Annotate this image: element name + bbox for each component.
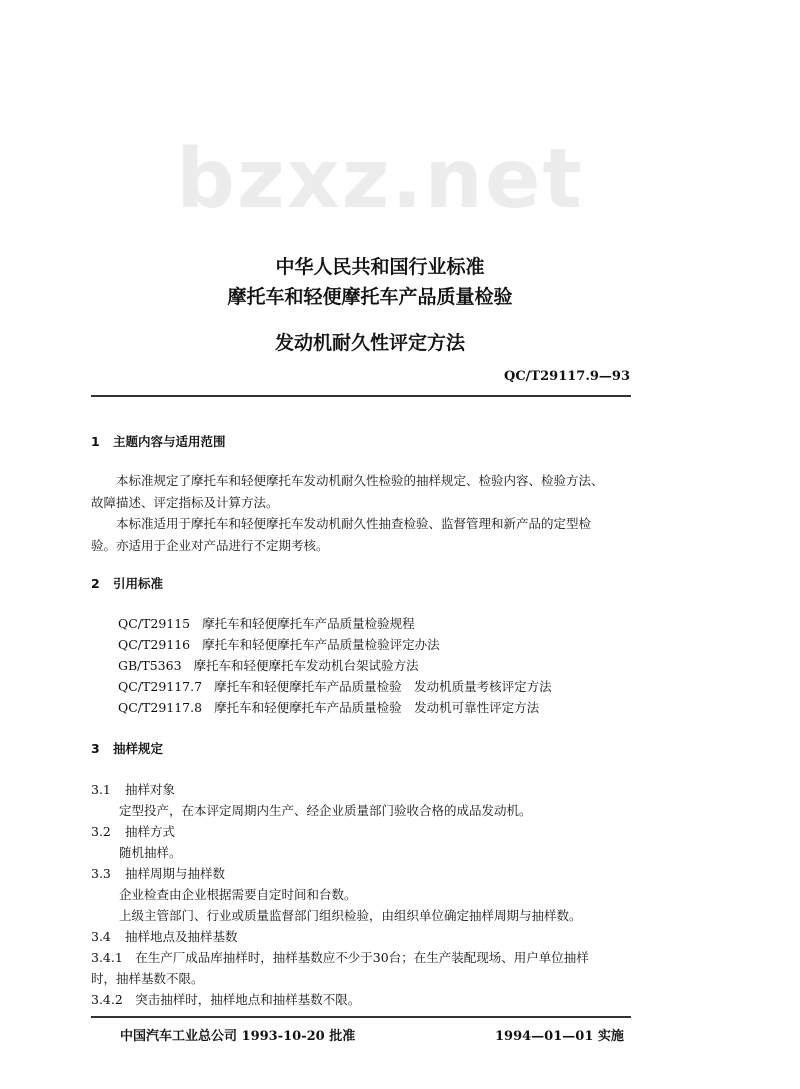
header-divider xyxy=(91,395,631,397)
section-number: 1 xyxy=(91,434,100,449)
watermark: bzxz.net xyxy=(176,132,584,227)
section-title: 抽样规定 xyxy=(113,741,164,756)
document-title: 发动机耐久性评定方法 xyxy=(274,332,465,354)
reference-name: 摩托车和轻便摩托车产品质量检验 发动机可靠性评定方法 xyxy=(214,700,540,715)
document-series-title: 摩托车和轻便摩托车产品质量检验 xyxy=(227,286,513,308)
subsection-number: 3.1 xyxy=(91,782,111,797)
section-title: 主题内容与适用范围 xyxy=(113,434,226,449)
clause-3-4-1: 3.4.1 在生产厂成品库抽样时，抽样基数应不少于30台；在生产装配现场、用户单位抽样 xyxy=(91,950,589,965)
subsection-3-1 xyxy=(91,780,175,798)
reference-item xyxy=(118,698,539,716)
approval-note: 中国汽车工业总公司 1993-10-20 批准 xyxy=(120,1029,356,1044)
subsection-3-4 xyxy=(91,927,238,945)
clause-3-4-2: 3.4.2 突击抽样时，抽样地点和抽样基数不限。 xyxy=(91,992,361,1007)
reference-code: QC/T29115 xyxy=(118,616,191,631)
reference-item xyxy=(118,677,552,695)
subsection-title: 抽样周期与抽样数 xyxy=(125,866,226,881)
reference-name: 摩托车和轻便摩托车产品质量检验评定办法 xyxy=(202,637,440,652)
reference-code: QC/T29117.7 xyxy=(118,679,203,694)
section-3-heading xyxy=(91,739,163,757)
reference-name: 摩托车和轻便摩托车发动机台架试验方法 xyxy=(193,658,419,673)
section-number: 2 xyxy=(91,576,100,591)
subsection-number: 3.4 xyxy=(91,929,111,944)
subsection-3-2 xyxy=(91,822,175,840)
paragraph: 验。亦适用于企业对产品进行不定期考核。 xyxy=(91,538,329,553)
reference-name: 摩托车和轻便摩托车产品质量检验 发动机质量考核评定方法 xyxy=(214,679,552,694)
reference-code: QC/T29117.8 xyxy=(118,700,203,715)
reference-code: GB/T5363 xyxy=(118,658,182,673)
section-1-heading xyxy=(91,432,226,450)
subsection-number: 3.2 xyxy=(91,824,111,839)
subsection-text: 随机抽样。 xyxy=(119,845,182,860)
subsection-text: 定型投产，在本评定周期内生产、经企业质量部门验收合格的成品发动机。 xyxy=(119,803,532,818)
section-title: 引用标准 xyxy=(113,576,164,591)
standard-number: QC/T29117.9—93 xyxy=(504,369,630,384)
reference-item xyxy=(118,656,419,674)
subsection-title: 抽样方式 xyxy=(125,824,176,839)
section-number: 3 xyxy=(91,741,100,756)
subsection-title: 抽样地点及抽样基数 xyxy=(125,929,238,944)
reference-name: 摩托车和轻便摩托车产品质量检验规程 xyxy=(202,616,415,631)
reference-code: QC/T29116 xyxy=(118,637,191,652)
reference-item xyxy=(118,635,440,653)
subsection-number: 3.3 xyxy=(91,866,111,881)
clause-3-4-1-continued: 时，抽样基数不限。 xyxy=(91,971,204,986)
section-2-heading xyxy=(91,574,163,592)
paragraph: 本标准适用于摩托车和轻便摩托车发动机耐久性抽查检验、监督管理和新产品的定型检 xyxy=(116,516,592,531)
effective-date: 1994—01—01 实施 xyxy=(495,1029,624,1044)
paragraph: 本标准规定了摩托车和轻便摩托车发动机耐久性检验的抽样规定、检验内容、检验方法、 xyxy=(116,473,604,488)
reference-item xyxy=(118,614,415,632)
paragraph: 故障描述、评定指标及计算方法。 xyxy=(91,495,279,510)
document-category-title: 中华人民共和国行业标准 xyxy=(275,256,485,278)
footer-divider xyxy=(91,1016,631,1018)
subsection-text: 企业检查由企业根据需要自定时间和台数。 xyxy=(119,887,357,902)
subsection-3-3 xyxy=(91,864,225,882)
subsection-text: 上级主管部门、行业或质量监督部门组织检验，由组织单位确定抽样周期与抽样数。 xyxy=(119,908,582,923)
subsection-title: 抽样对象 xyxy=(125,782,176,797)
